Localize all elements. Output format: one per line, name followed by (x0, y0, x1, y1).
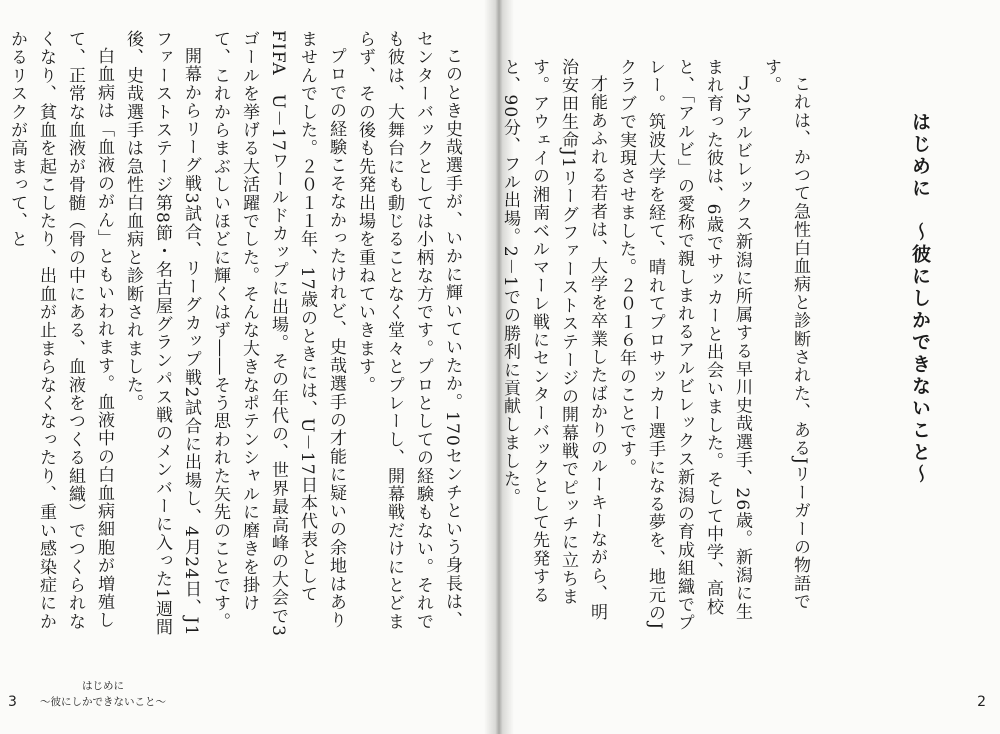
chapter-title: はじめに 〜彼にしかできないこと〜 (909, 112, 931, 486)
right-page-body (495, 58, 814, 638)
left-paragraph-4: 白血病は「血液のがん」ともいわれます。血液中の白血病細胞が増殖して、正常な血液が骨髄（骨の中にある、血液をつくる組織）でつくられなくなり、貧血を起こしたり、出血が止まらなくなったり、重い感染症にかかるリスクが高まって、と (7, 30, 114, 631)
running-footer (40, 678, 166, 710)
running-footer-subtitle: 〜彼にしかできないこと〜 (40, 696, 166, 708)
left-paragraph-1: このとき史哉選手が、いかに輝いていたか。170センチという身長は、センターバックとしては小柄な方です。プロとしての経験もない。それでも彼は、大舞台にも動じることなく堂々とプレーし、開幕戦だけにとどまらず、その後も先発出場を重ねていきます。 (355, 30, 462, 631)
left-paragraph-2: プロでの経験こそなかったけれど、史哉選手の才能に疑いの余地はありませんでした。２０１１年、17歳のときには、U－17日本代表としてFIFA U－17ワールドカップに出場。その年代の、世界最高峰の大会で3ゴールを挙げる大活躍でした。そんな大きなポテンシャルに磨きを掛けて、これからまぶしいほどに輝くはず――そう思われた矢先のことです。 (210, 30, 346, 638)
right-paragraph-2: Ｊ2アルビレックス新潟に所属する早川史哉選手、26歳。新潟に生まれ育った彼は、6歳でサッカーと出会いました。そして中学、高校と、「アルビ」の愛称で親しまれるアルビレックス新潟の育成組織でプレー。筑波大学を経て、晴れてプロサッカー選手になる夢を、地元のJクラブで実現させました。２０１６年のことです。 (616, 58, 752, 632)
left-page (0, 0, 492, 734)
page-number-left: 3 (8, 694, 17, 710)
right-page (500, 0, 1000, 734)
left-paragraph-3: 開幕からリーグ戦3試合、リーグカップ戦2試合に出場し、4月24日、J1ファーストステージ第8節・名古屋グランパス戦のメンバーに入った1週間後、史哉選手は急性白血病と診断されました。 (123, 30, 201, 637)
right-paragraph-1: これは、かつて急性白血病と診断された、あるJリーガーの物語です。 (761, 58, 810, 611)
right-paragraph-3: 才能あふれる若者は、大学を卒業したばかりのルーキーながら、明治安田生命J1リーグファーストステージの開幕戦でピッチに立ちます。アウェイの湘南ベルマーレ戦にセンターバックとして先発すると、90分、フル出場。2－1での勝利に貢献しました。 (500, 58, 607, 621)
page-number-right: 2 (977, 694, 986, 710)
running-footer-title: はじめに (82, 680, 124, 692)
left-page-body (2, 30, 466, 640)
